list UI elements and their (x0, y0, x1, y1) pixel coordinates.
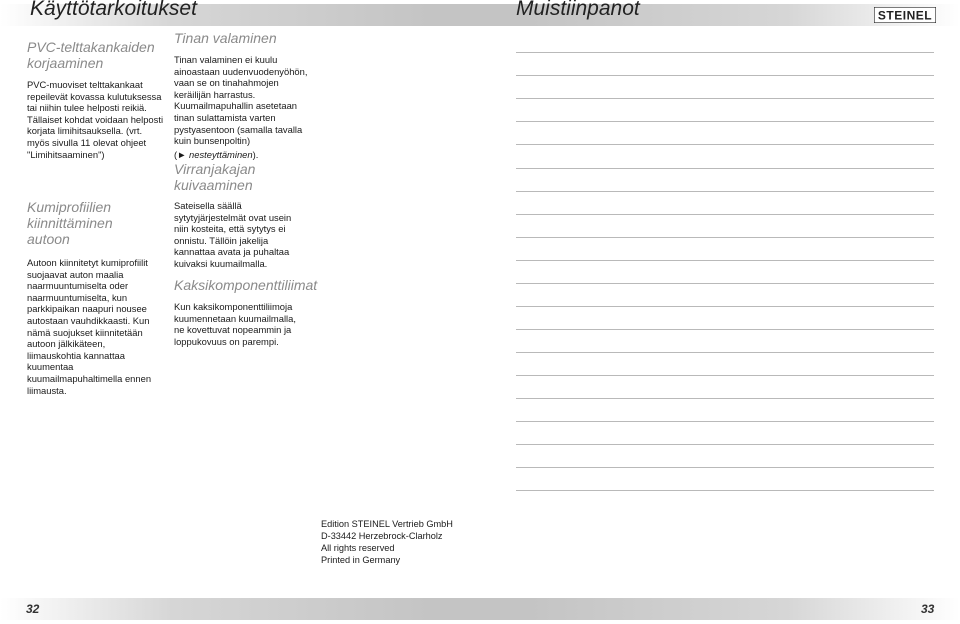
note-line (516, 306, 934, 307)
section-title: Kumiprofiilien kiinnittäminen autoon (27, 199, 113, 247)
arrow-right-icon: ► (177, 148, 187, 160)
section-body: Autoon kiinnitetyt kumiprofiilit suojaavat auton maalia naarmuuntumiselta oder naarmuuntumiselta, kun parkkipaikan naapuri nousee autostaan vauhdikkaasti. Kun nämä suojukset kiinnitetään autoon jälkikäteen, liimauskohtia kannattaa kuumentaa kuumailmapuhaltimella ennen liimausta. (27, 257, 152, 396)
note-line (516, 168, 934, 169)
imprint (321, 518, 453, 566)
middle-column (174, 30, 308, 160)
section-title: PVC-telttakankaiden korjaaminen (27, 39, 155, 71)
imprint-line: All rights reserved (321, 543, 395, 553)
section-body: PVC-muoviset telttakankaat repeilevät kovassa kulutuksessa tai niihin tulee helposti reikiä. Tällaiset kohdat voidaan helposti korjata limihitsauksella. (vrt. myös sivulla 11 olevat ohjeet "Limihitsaaminen") (27, 79, 164, 160)
steinel-logo (874, 7, 936, 23)
note-line (516, 467, 934, 468)
section-pvc (27, 39, 167, 160)
note-line (516, 191, 934, 192)
note-line (516, 283, 934, 284)
section-title: Virranjakajan kuivaaminen (174, 161, 256, 193)
page-title-left: Käyttötarkoitukset (30, 0, 197, 20)
middle-column-3 (174, 277, 318, 347)
left-column (27, 39, 167, 160)
imprint-line: Printed in Germany (321, 555, 401, 565)
section-body: Sateisella säällä sytytyjärjestelmät ovat usein niin kosteita, että sytytys ei onnistu. Tällöin jakelija kannattaa avata ja puhaltaa kuivaksi kuumailmalla. (174, 200, 292, 269)
note-line (516, 375, 934, 376)
footer-band (0, 598, 960, 620)
ref-close: ). (252, 148, 259, 160)
cross-reference (174, 149, 308, 161)
note-line (516, 52, 934, 53)
section-kumiprofiilit (27, 199, 155, 396)
note-line (516, 214, 934, 215)
note-line (516, 444, 934, 445)
note-line (516, 75, 934, 76)
left-column-2 (27, 199, 155, 396)
page-number-right: 33 (921, 602, 935, 616)
section-tinan-valaminen (174, 30, 308, 160)
note-line (516, 260, 934, 261)
note-line (516, 329, 934, 330)
ref-text: nesteyttäminen (189, 148, 253, 160)
section-kaksikomponentti (174, 277, 318, 347)
note-line (516, 352, 934, 353)
note-line (516, 121, 934, 122)
note-line (516, 237, 934, 238)
note-line (516, 144, 934, 145)
section-virranjakaja (174, 161, 308, 270)
imprint-line: Edition STEINEL Vertrieb GmbH (321, 519, 453, 529)
section-body: Tinan valaminen ei kuulu ainoastaan uudenvuodenyöhön, vaan se on tinahahmojen keräilijän harrastus. Kuumailmapuhallin asetetaan tinan sulattamista varten pystyasentoon (samalla tavalla kuin bunsenpoltin) (174, 54, 308, 147)
section-title: Kaksikomponenttiliimat (174, 277, 318, 293)
note-line (516, 98, 934, 99)
note-line (516, 421, 934, 422)
note-line (516, 490, 934, 491)
section-title: Tinan valaminen (174, 30, 277, 46)
note-line (516, 398, 934, 399)
svg-text:STEINEL: STEINEL (877, 8, 933, 23)
ref-open: ( (174, 148, 178, 160)
page-title-right: Muistiinpanot (516, 0, 640, 20)
middle-column-2 (174, 161, 308, 270)
imprint-line: D-33442 Herzebrock-Clarholz (321, 531, 443, 541)
page-number-left: 32 (26, 602, 40, 616)
section-body: Kun kaksikomponenttiliimoja kuumennetaan kuumailmalla, ne kovettuvat nopeammin ja loppukovuus on parempi. (174, 301, 296, 347)
steinel-logo-mark (874, 7, 936, 23)
